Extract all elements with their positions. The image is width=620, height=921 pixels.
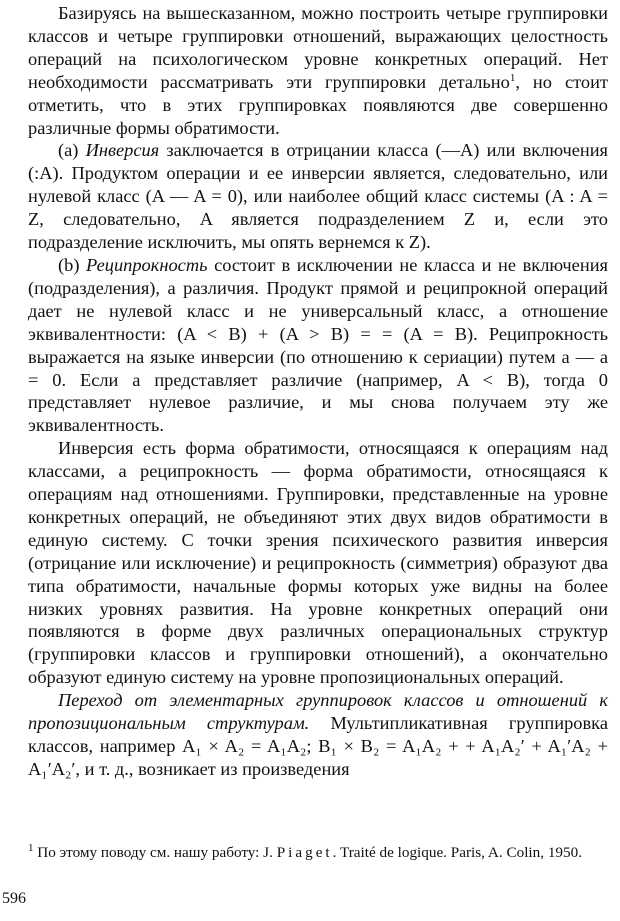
paragraph-reciprocity-text: состоит в исключении не класса и не включения (подразделения), а различия. Продукт прямой и реципрокной операций дает не нулевой класс и не универсальный класс, а отношение эквивалентности: (A < B) + (A > B) = = (A = B). Реципрокность выражается на языке инверсии (по отношению к сериации) путем a — a = 0. Если a представляет различие (например, A < B), тогда 0 представляет нулевое различие, и мы снова получаем эту же эквивалентность. [28,254,608,436]
paragraph-intro [28,2,608,139]
footnote-mark: 1 [28,841,34,854]
page-number: 596 [2,890,26,907]
footnote-text-end: . Traité de logique. Paris, A. Colin, 1950. [332,844,582,861]
paragraph-reciprocity [28,254,608,437]
paragraph-comparison-text: Инверсия есть форма обратимости, относящаяся к операциям над классами, а реципрокность — форма обратимости, относящаяся к операциям над отношениями. Группировки, представленные на уровне конкретных операций, не объединяют этих двух видов обратимости в единую систему. С точки зрения психического развития инверсия (отрицание или исключение) и реципрокность (симметрия) образуют два типа обратимости, начальные формы которых уже видны на более низких уровнях развития. На уровне конкретных операций они появляются в форме двух различных операциональных структур (группировки классов и группировки отношений), а окончательно образуют единую систему на уровне пропозициональных операций. [28,438,608,688]
paragraph-comparison [28,437,608,689]
paragraph-inversion-label: (a) [58,140,86,161]
paragraph-inversion-text: заключается в отрицании класса (—A) или включения (:A). Продуктом операции и ее инверсии является, следовательно, или нулевой класс (A — A = 0), или наиболее общий класс системы (A : A = Z, следовательно, A является подразделением Z и, если это подразделение исключить, мы опять вернемся к Z). [28,140,608,253]
term-inversion: Инверсия [85,140,160,161]
footnote-reference: 1 [509,71,516,84]
paragraph-intro-text: Базируясь на вышесказанном, можно построить четыре группировки классов и четыре группировки отношений, выражающих целостность операций на психологическом уровне конкретных операций. Нет необходимости рассматривать эти группировки детально [28,3,608,92]
footnote-text: По этому поводу см. нашу работу: J. [33,844,277,861]
section-heading: Переход от элементарных группировок классов и отношений к пропозициональным структурам. [28,690,608,734]
paragraph-transition-text: Мультипликативная группировка классов, например A₁ × A₂ = A₁A₂; B₁ × B₂ = A₁A₂ + + A₁A₂′ + A₁′A₂ + A₁′A₂′, и т. д., возникает из произведения [28,713,608,779]
footnote [28,843,608,863]
paragraph-intro-text-end: , но стоит отметить, что в этих группировках появляются две совершенно различные формы обратимости. [28,71,608,138]
footnote-author: Piaget [276,844,333,861]
paragraph-transition [28,689,608,781]
page [28,0,608,781]
paragraph-inversion [28,139,608,254]
body-text [28,2,608,781]
paragraph-reciprocity-label: (b) [58,254,87,275]
term-reciprocity: Реципрокность [86,254,208,275]
